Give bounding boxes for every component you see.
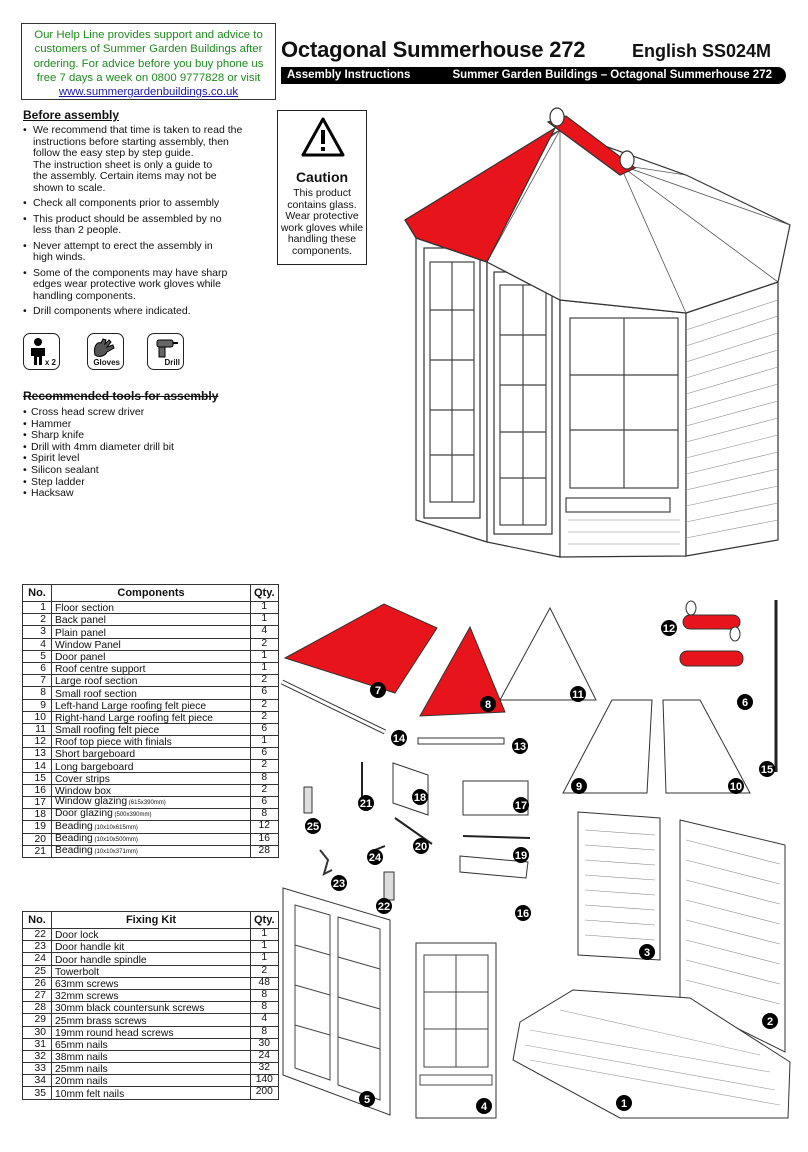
row-name: Door handle kit <box>52 941 251 953</box>
row-qty: 6 <box>251 723 279 735</box>
row-qty: 140 <box>251 1075 279 1087</box>
col-name: Components <box>52 585 251 602</box>
row-qty: 2 <box>251 784 279 796</box>
svg-text:8: 8 <box>484 699 492 711</box>
row-qty: 16 <box>251 833 279 845</box>
row-number: 19 <box>23 821 52 833</box>
svg-text:6: 6 <box>741 697 749 709</box>
row-name: Floor section <box>52 602 251 614</box>
row-number: 9 <box>23 699 52 711</box>
callout-15 <box>759 761 775 777</box>
row-number: 15 <box>23 772 52 784</box>
callout-17 <box>513 797 529 813</box>
col-name: Fixing Kit <box>52 912 251 929</box>
row-name: Door panel <box>52 650 251 662</box>
line: • We recommend that time is taken to read the <box>33 124 243 136</box>
row-qty: 32 <box>251 1063 279 1075</box>
callout-19 <box>513 847 529 863</box>
callout-4 <box>476 1098 492 1114</box>
row-number: 13 <box>23 748 52 760</box>
row-number: 33 <box>23 1063 52 1075</box>
line: shown to scale. <box>33 181 106 194</box>
callout-13 <box>512 738 528 754</box>
row-name: 32mm screws <box>52 989 251 1001</box>
row-name: 63mm screws <box>52 977 251 989</box>
svg-text:5: 5 <box>363 1094 371 1106</box>
svg-text:22: 22 <box>377 901 391 913</box>
row-name: Plain panel <box>52 626 251 638</box>
callout-20 <box>413 838 429 854</box>
row-qty: 1 <box>251 953 279 965</box>
row-qty: 6 <box>251 748 279 760</box>
row-qty: 48 <box>251 977 279 989</box>
row-number: 32 <box>23 1050 52 1062</box>
row-name: Towerbolt <box>52 965 251 977</box>
part-large-roof-section <box>285 604 437 693</box>
row-name: Door handle spindle <box>52 953 251 965</box>
banner-right-text: Summer Garden Buildings – Octagonal Summerhouse 272 <box>452 69 772 81</box>
row-name: Right-hand Large roofing felt piece <box>52 711 251 723</box>
row-qty: 2 <box>251 711 279 723</box>
svg-text:2: 2 <box>766 1016 774 1028</box>
row-name: Small roof section <box>52 687 251 699</box>
row-qty: 8 <box>251 989 279 1001</box>
row-name: Long bargeboard <box>52 760 251 772</box>
line: • This product should be assembled by no <box>33 212 222 225</box>
row-qty: 2 <box>251 965 279 977</box>
help-line-2: customers of Summer Garden Buildings after <box>34 43 263 56</box>
row-number: 34 <box>23 1075 52 1087</box>
line: • Check all components prior to assembly <box>33 197 220 209</box>
line: contains glass. <box>287 198 357 211</box>
list-item: • Hacksaw <box>23 488 174 500</box>
svg-text:18: 18 <box>413 792 427 804</box>
callout-23 <box>331 875 347 891</box>
row-number: 2 <box>23 614 52 626</box>
row-qty: 8 <box>251 1026 279 1038</box>
row-name: 25mm brass screws <box>52 1014 251 1026</box>
row-name: Beading (10x10x371mm) <box>52 845 251 857</box>
row-qty: 1 <box>251 941 279 953</box>
row-number: 18 <box>23 809 52 821</box>
callout-3 <box>639 944 655 960</box>
line: high winds. <box>33 251 86 263</box>
row-name: Window box <box>52 784 251 796</box>
row-name: Small roofing felt piece <box>52 723 251 735</box>
line: components. <box>291 244 353 257</box>
row-qty: 6 <box>251 687 279 699</box>
row-size: (10x10x371mm) <box>92 848 138 855</box>
line: • Drill components where indicated. <box>33 305 191 317</box>
part-roof-top <box>683 601 740 641</box>
help-line-4: free 7 days a week on 0800 9777828 or visit <box>36 71 261 84</box>
help-line-1: Our Help Line provides support and advice to <box>34 29 263 41</box>
callout-24 <box>367 849 383 865</box>
line: follow the easy step by step guide. <box>33 147 194 159</box>
row-number: 12 <box>23 736 52 748</box>
svg-text:16: 16 <box>516 908 530 920</box>
callout-2 <box>762 1013 778 1029</box>
row-qty: 200 <box>251 1087 279 1099</box>
row-qty: 24 <box>251 1050 279 1062</box>
row-number: 5 <box>23 650 52 662</box>
svg-text:10: 10 <box>729 781 743 793</box>
drill-label: Drill <box>164 358 180 367</box>
col-qty: Qty. <box>251 585 279 602</box>
line: The instruction sheet is only a guide to <box>33 158 213 171</box>
svg-text:7: 7 <box>374 685 382 697</box>
row-number: 1 <box>23 602 52 614</box>
line: handling these <box>287 233 357 245</box>
line: handling components. <box>33 289 136 302</box>
row-number: 7 <box>23 675 52 687</box>
svg-text:21: 21 <box>359 798 373 810</box>
people-count: x 2 <box>44 358 56 367</box>
line: work gloves while <box>280 221 364 234</box>
row-number: 22 <box>23 929 52 941</box>
col-no: No. <box>23 912 52 929</box>
row-qty: 8 <box>251 809 279 821</box>
callout-10 <box>728 778 744 794</box>
row-size: (10x10x615mm) <box>92 824 138 831</box>
svg-text:12: 12 <box>662 623 676 635</box>
row-name: 65mm nails <box>52 1038 251 1050</box>
callout-5 <box>359 1091 375 1107</box>
row-number: 25 <box>23 965 52 977</box>
row-name: 19mm round head screws <box>52 1026 251 1038</box>
row-qty: 1 <box>251 602 279 614</box>
row-qty: 12 <box>251 821 279 833</box>
row-number: 3 <box>23 626 52 638</box>
summerhouse-illustration <box>405 108 790 557</box>
row-size: (615x390mm) <box>127 800 166 807</box>
row-size: (500x390mm) <box>112 812 152 819</box>
svg-text:17: 17 <box>514 800 528 812</box>
callout-8 <box>480 696 496 712</box>
row-number: 30 <box>23 1026 52 1038</box>
row-qty: 2 <box>251 675 279 687</box>
callout-22 <box>376 898 392 914</box>
callout-16 <box>515 905 531 921</box>
row-number: 23 <box>23 941 52 953</box>
row-qty: 4 <box>251 626 279 638</box>
svg-text:9: 9 <box>575 781 583 793</box>
row-name: Beading (10x10x615mm) <box>52 821 251 833</box>
row-number: 14 <box>23 760 52 772</box>
callout-12 <box>661 620 677 636</box>
website-link[interactable]: www.summergardenbuildings.co.uk <box>58 86 239 99</box>
part-roof-centre-support <box>680 651 743 666</box>
svg-text:1: 1 <box>620 1098 628 1110</box>
row-number: 35 <box>23 1087 52 1099</box>
row-name: Beading (10x10x500mm) <box>52 833 251 845</box>
callout-9 <box>571 778 587 794</box>
row-name: 25mm nails <box>52 1063 251 1075</box>
row-name: Window Panel <box>52 638 251 650</box>
row-number: 31 <box>23 1038 52 1050</box>
svg-text:20: 20 <box>414 841 428 853</box>
line: • Some of the components may have sharp <box>33 266 228 279</box>
row-number: 16 <box>23 784 52 796</box>
list-item: • Hammer <box>23 419 174 431</box>
line: Wear protective <box>285 210 359 222</box>
row-number: 11 <box>23 723 52 735</box>
row-number: 21 <box>23 845 52 857</box>
help-line-3: ordering. For advice before you buy phone us <box>33 57 264 70</box>
callout-18 <box>412 789 428 805</box>
row-name: 10mm felt nails <box>52 1087 251 1099</box>
list-item: • Cross head screw driver <box>23 407 174 419</box>
row-qty: 1 <box>251 650 279 662</box>
callout-25 <box>305 818 321 834</box>
row-number: 10 <box>23 711 52 723</box>
svg-text:14: 14 <box>392 733 406 745</box>
line: instructions before starting assembly, then <box>33 135 229 148</box>
list-item: • Drill with 4mm diameter drill bit <box>23 442 174 454</box>
document-code: English SS024M <box>632 41 772 61</box>
callout-14 <box>391 730 407 746</box>
row-name: 30mm black countersunk screws <box>52 1002 251 1014</box>
callout-7 <box>370 682 386 698</box>
list-item: • Step ladder <box>23 477 174 489</box>
row-qty: 1 <box>251 662 279 674</box>
row-name: Door lock <box>52 929 251 941</box>
callout-21 <box>358 795 374 811</box>
svg-text:4: 4 <box>480 1101 488 1113</box>
row-qty: 2 <box>251 699 279 711</box>
row-name: Large roof section <box>52 675 251 687</box>
row-qty: 2 <box>251 760 279 772</box>
row-number: 4 <box>23 638 52 650</box>
list-item: • Spirit level <box>23 453 174 465</box>
row-qty: 2 <box>251 638 279 650</box>
svg-text:11: 11 <box>572 689 584 701</box>
caution-title: Caution <box>295 169 349 185</box>
svg-text:13: 13 <box>513 741 527 753</box>
row-name: Left-hand Large roofing felt piece <box>52 699 251 711</box>
callout-1 <box>616 1095 632 1111</box>
svg-text:19: 19 <box>514 850 528 862</box>
row-name: 38mm nails <box>52 1050 251 1062</box>
row-qty: 1 <box>251 736 279 748</box>
row-size: (10x10x500mm) <box>92 836 138 843</box>
row-number: 6 <box>23 662 52 674</box>
svg-text:25: 25 <box>306 821 320 833</box>
line: This product <box>293 187 351 199</box>
row-name: 20mm nails <box>52 1075 251 1087</box>
part-door-panel <box>283 888 390 1115</box>
row-number: 17 <box>23 797 52 809</box>
row-qty: 8 <box>251 1002 279 1014</box>
row-name: Window glazing (615x390mm) <box>52 797 251 809</box>
callout-6 <box>737 694 753 710</box>
col-qty: Qty. <box>251 912 279 929</box>
list-item: • Silicon sealant <box>23 465 174 477</box>
row-qty: 30 <box>251 1038 279 1050</box>
row-name: Roof top piece with finials <box>52 736 251 748</box>
callout-11 <box>570 686 586 702</box>
row-number: 26 <box>23 977 52 989</box>
document-title: Octagonal Summerhouse 272 <box>281 37 586 62</box>
row-qty: 8 <box>251 772 279 784</box>
line: the assembly. Certain items may not be <box>33 170 217 182</box>
row-name: Back panel <box>52 614 251 626</box>
row-qty: 6 <box>251 797 279 809</box>
line: less than 2 people. <box>33 224 122 236</box>
row-qty: 28 <box>251 845 279 857</box>
svg-text:24: 24 <box>368 852 382 864</box>
row-name: Door glazing (500x390mm) <box>52 809 251 821</box>
part-small-felt <box>500 608 596 700</box>
row-name: Cover strips <box>52 772 251 784</box>
svg-text:3: 3 <box>643 947 651 959</box>
row-number: 20 <box>23 833 52 845</box>
line: edges wear protective work gloves while <box>33 278 221 290</box>
list-item: • Sharp knife <box>23 430 174 442</box>
row-number: 24 <box>23 953 52 965</box>
banner-left-text: Assembly Instructions <box>287 69 411 81</box>
svg-text:15: 15 <box>760 764 774 776</box>
row-qty: 4 <box>251 1014 279 1026</box>
svg-text:23: 23 <box>332 878 346 890</box>
before-assembly-heading: Before assembly <box>23 108 120 122</box>
row-number: 28 <box>23 1002 52 1014</box>
gloves-label: Gloves <box>93 358 120 367</box>
tools-heading: Recommended tools for assembly <box>23 389 219 403</box>
row-qty: 1 <box>251 614 279 626</box>
row-number: 29 <box>23 1014 52 1026</box>
row-number: 8 <box>23 687 52 699</box>
row-name: Roof centre support <box>52 662 251 674</box>
row-qty: 1 <box>251 929 279 941</box>
row-number: 27 <box>23 989 52 1001</box>
row-name: Short bargeboard <box>52 748 251 760</box>
line: • Never attempt to erect the assembly in <box>33 239 213 252</box>
col-no: No. <box>23 585 52 602</box>
